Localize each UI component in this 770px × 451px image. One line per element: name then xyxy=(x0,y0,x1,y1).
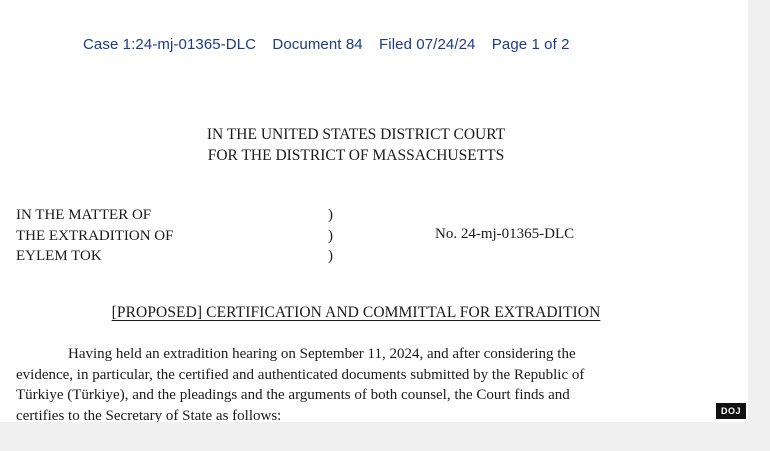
caption-parentheses xyxy=(328,205,333,267)
body-line: evidence, in particular, the certified and authenticated documents submitted by the Republic of xyxy=(16,366,585,383)
caption-line: IN THE MATTER OF xyxy=(16,207,152,223)
body-paragraph xyxy=(16,344,696,422)
doj-badge: DOJ xyxy=(716,403,746,419)
document-title: [PROPOSED] CERTIFICATION AND COMMITTAL FOR EXTRADITION xyxy=(111,304,601,321)
document-number: Document 84 xyxy=(272,36,363,53)
paren: ) xyxy=(328,207,333,223)
court-line-1: IN THE UNITED STATES DISTRICT COURT xyxy=(206,126,506,143)
court-heading xyxy=(0,124,712,166)
paren: ) xyxy=(328,248,333,264)
case-number: No. 24-mj-01365-DLC xyxy=(435,226,575,242)
body-line: Türkiye (Türkiye), and the pleadings and the arguments of both counsel, the Court finds and xyxy=(16,387,570,403)
page-indicator: Page 1 of 2 xyxy=(491,36,570,53)
filing-header xyxy=(83,36,582,53)
caption-line: THE EXTRADITION OF xyxy=(16,227,174,244)
body-line: Having held an extradition hearing on September 11, 2024, and after considering the xyxy=(68,346,576,362)
caption-line: EYLEM TOK xyxy=(16,248,102,264)
filed-date: Filed 07/24/24 xyxy=(379,36,476,53)
body-line: certifies to the Secretary of State as follows: xyxy=(16,407,282,422)
paren: ) xyxy=(328,227,333,244)
case-number-header: Case 1:24-mj-01365-DLC xyxy=(83,36,257,53)
court-line-2: FOR THE DISTRICT OF MASSACHUSETTS xyxy=(207,147,505,164)
case-caption xyxy=(16,205,173,267)
